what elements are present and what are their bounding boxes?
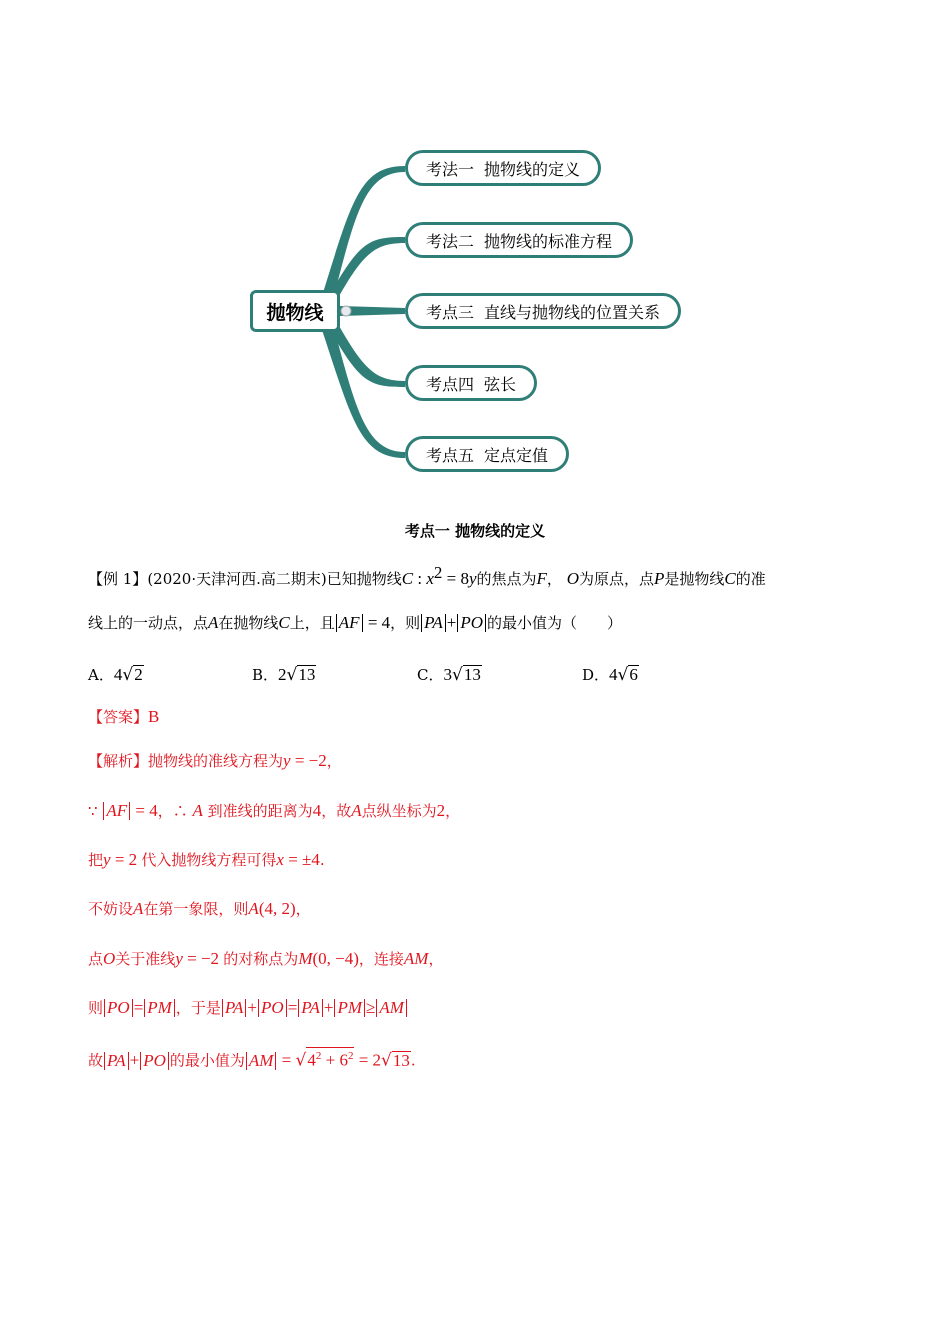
text: 的对称点为 [223, 950, 299, 968]
answer-line [88, 706, 159, 728]
option-coef: 4 [113, 665, 123, 684]
text: 为原点，点 [579, 570, 655, 588]
solution-line-1: 【解析】抛物线的准线方程为y = −2， [88, 751, 342, 770]
mindmap-node-4 [405, 365, 537, 401]
because-symbol: ∵ [88, 802, 98, 820]
text: 线上的一动点，点 [88, 614, 209, 632]
text: ， [428, 950, 444, 968]
mindmap-node-5 [405, 436, 569, 472]
text: 故 [88, 1051, 104, 1070]
option-radicand: 2 [134, 665, 143, 684]
node-title: 抛物线的标准方程 [484, 231, 613, 251]
text: ， [326, 752, 342, 770]
node-prefix: 考点四 [426, 374, 475, 394]
example-line-2: 线上的一动点，点A在抛物线C上，且 AF = 4，则 PA + PO 的最小值为（ ） [88, 613, 623, 632]
answer-value: B [148, 707, 160, 726]
text: ，则 [390, 614, 421, 632]
text: 把 [88, 851, 104, 869]
option-coef: 3 [443, 665, 452, 684]
mindmap-node-1 [405, 150, 601, 186]
text: 的最小值为（ ） [487, 614, 623, 632]
solution-line-5: 点O关于准线y = −2 的对称点为M(0, −4)，连接AM， [88, 949, 444, 968]
text: ，故 [321, 802, 352, 820]
text: ，于是 [175, 999, 221, 1017]
text: ，连接 [358, 950, 404, 968]
text: ， [546, 570, 562, 588]
mindmap-root: 抛物线 [250, 290, 340, 332]
node-title: 直线与抛物线的位置关系 [484, 302, 661, 322]
branch-1 [322, 166, 405, 296]
text: 则 [88, 999, 104, 1017]
option-coef: 4 [609, 665, 618, 684]
branch-5 [322, 328, 405, 458]
mind-map [0, 0, 950, 500]
text: ， [445, 802, 461, 820]
node-prefix: 考点五 [426, 445, 475, 465]
option-label: A． [88, 666, 114, 684]
node-title: 弦长 [484, 374, 517, 394]
solution-line-7: 故 PA + PO 的最小值为 AM = $√4^2 + 6^2 = 2√13$. [88, 1047, 416, 1072]
mindmap-node-2 [405, 222, 633, 258]
solution-line-3: 把y = 2 代入抛物线方程可得x = ±4. [88, 850, 325, 869]
solution-line-6: 则 PO = PM ，于是 PA + PO = PA + PM ≥ AM [88, 997, 408, 1019]
text: 上，且 [289, 614, 335, 632]
solution-label: 【解析】 [88, 752, 149, 770]
text: 点纵坐标为 [361, 802, 437, 820]
option-d: D．4√6 [582, 665, 638, 685]
node-prefix: 考法二 [426, 231, 475, 251]
therefore-symbol: ，∴ [157, 802, 188, 820]
answer-options [88, 664, 888, 688]
text: 的焦点为 [476, 570, 537, 588]
option-label: D． [582, 666, 610, 684]
answer-label: 【答案】 [88, 708, 149, 726]
node-prefix: 考法一 [426, 159, 475, 179]
text: 已知抛物线 [326, 570, 402, 588]
section-title: 考点一 抛物线的定义 [404, 522, 546, 540]
text: 在抛物线 [218, 614, 279, 632]
option-radicand: 13 [463, 665, 481, 684]
text: 关于准线 [115, 950, 176, 968]
text: . [410, 1051, 416, 1070]
root-connector-dot [341, 306, 351, 316]
option-b: B．2√13 [252, 665, 316, 685]
text: . [319, 851, 325, 869]
mindmap-node-3 [405, 293, 681, 329]
example-line-1: 【例 1】(2020·天津河西.高二期末)已知抛物线C : $x^2 = 8y$的焦点为F， O为原点，点P是抛物线C的准 [88, 563, 766, 588]
solution-line-4: 不妨设A在第一象限，则A(4, 2)， [88, 899, 311, 918]
text: 的最小值为 [169, 1051, 245, 1070]
option-coef: 2 [278, 665, 287, 684]
example-source: (2020·天津河西.高二期末) [147, 570, 327, 588]
text: 到准线的距离为 [207, 802, 313, 820]
option-a: A．4√2 [88, 665, 143, 685]
example-tag: 【例 1】 [88, 570, 148, 588]
text: ， [295, 900, 311, 918]
text: 在第一象限，则 [143, 900, 249, 918]
text: 是抛物线 [664, 570, 725, 588]
node-title: 抛物线的定义 [484, 159, 581, 179]
text: 不妨设 [88, 900, 134, 918]
node-title: 定点定值 [484, 445, 549, 465]
solution-line-2: ∵ AF = 4，∴ A 到准线的距离为4，故A点纵坐标为2， [88, 801, 461, 820]
option-label: C． [417, 666, 444, 684]
text: 代入抛物线方程可得 [141, 851, 277, 869]
option-label: B． [252, 666, 279, 684]
option-radicand: 6 [629, 665, 638, 684]
option-c: C．3√13 [417, 665, 481, 685]
text: 点 [88, 950, 104, 968]
text: 抛物线的准线方程为 [148, 752, 284, 770]
node-prefix: 考点三 [426, 302, 475, 322]
option-radicand: 13 [298, 665, 316, 684]
text: 的准 [735, 570, 766, 588]
